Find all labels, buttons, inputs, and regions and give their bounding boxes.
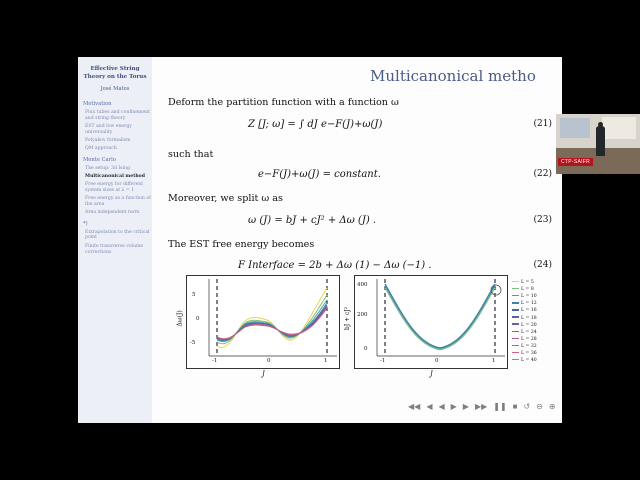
sidebar-item-area-independent[interactable]: Area independent term xyxy=(85,210,140,216)
legend-item xyxy=(512,300,537,307)
legend-label: L = 28 xyxy=(521,336,537,342)
equation-21-number: (21) xyxy=(533,119,552,129)
chart-bj-cj2-svg xyxy=(355,276,507,368)
legend-label: L = 18 xyxy=(521,315,537,321)
legend-swatch-icon xyxy=(512,281,519,283)
zoom-out-icon[interactable]: ⊖ xyxy=(536,401,543,411)
legend-swatch-icon xyxy=(512,309,519,311)
legend-label: L = 24 xyxy=(521,329,537,335)
webcam-projection-screen xyxy=(560,118,590,138)
slide-line-3: Moreover, we split ω as xyxy=(168,193,283,204)
chart-delta-omega-svg xyxy=(187,276,339,368)
slide-sidebar xyxy=(78,57,152,423)
chart-bj-cj2-ytick-200: 200 xyxy=(357,312,368,318)
sidebar-item-free-energy-sizes[interactable]: Free energy for different system sizes at λ = 1 xyxy=(85,182,144,193)
legend-item xyxy=(512,286,537,293)
next-page-icon[interactable]: ▶ xyxy=(462,401,469,411)
sidebar-item-extrapolation[interactable]: Extrapolation to the critical point xyxy=(85,229,150,241)
legend-label: L = 20 xyxy=(521,322,537,328)
equation-21: Z [J; ω] = ∫ dJ e−F(J)+ω(J) xyxy=(248,119,383,130)
previous-page-icon[interactable]: ◀ xyxy=(426,401,433,411)
legend-swatch-icon xyxy=(512,352,519,354)
sidebar-item-qm-approach[interactable]: QM approach xyxy=(85,146,117,152)
legend-label: L = 5 xyxy=(521,280,534,285)
legend-swatch-icon xyxy=(512,295,519,297)
webcam-speaker-body xyxy=(596,126,605,156)
slide-line-1: Deform the partition function with a function ω xyxy=(168,97,399,108)
sidebar-section-star[interactable]: *) xyxy=(83,221,88,228)
sidebar-item-finite-transverse[interactable]: Finite transverse volume corrections xyxy=(85,243,144,255)
chart-bj-cj2-ytick-0: 0 xyxy=(364,346,368,352)
chart-delta-omega-ytick-neg5: -5 xyxy=(190,340,196,346)
sidebar-item-setup-3d-ising[interactable]: The setup: 3d Ising xyxy=(85,165,130,171)
webcam-speaker-head xyxy=(598,122,603,127)
slide-title: Multicanonical metho xyxy=(370,67,536,85)
chart-bj-cj2-ytick-400: 400 xyxy=(357,282,368,288)
broadcaster-badge: CTP-SAIFR xyxy=(558,158,593,166)
legend-swatch-icon xyxy=(512,288,519,290)
forward-icon[interactable]: ▶ xyxy=(450,401,457,411)
legend-swatch-icon xyxy=(512,316,519,318)
equation-24-number: (24) xyxy=(533,260,552,270)
legend-item xyxy=(512,329,537,336)
equation-23: ω (J) = bJ + cJ² + Δω (J) . xyxy=(248,215,377,226)
webcam-whiteboard xyxy=(602,117,636,139)
figure-group xyxy=(176,275,546,385)
legend-item xyxy=(512,315,537,322)
legend-swatch-icon xyxy=(512,323,519,325)
last-page-icon[interactable]: ▶▶ xyxy=(474,401,488,411)
chart-bj-cj2 xyxy=(354,275,508,369)
presentation-slide xyxy=(78,57,562,423)
slide-line-4: The EST free energy becomes xyxy=(168,239,315,250)
stop-icon[interactable]: ■ xyxy=(512,401,518,411)
sidebar-item-multicanonical-method[interactable]: Multicanonical method xyxy=(85,173,145,179)
legend-swatch-icon xyxy=(512,302,519,304)
legend-label: L = 8 xyxy=(521,287,534,293)
sidebar-item-free-energy-area[interactable]: Free energy as a function of the area xyxy=(85,196,151,208)
slide-line-2: such that xyxy=(168,149,214,160)
chart-delta-omega-xtick-neg1: -1 xyxy=(212,358,218,364)
sidebar-item-polyakov[interactable]: Polyakov formalism xyxy=(85,137,131,143)
sidebar-item-est-low-energy[interactable]: EST and low energy universality xyxy=(85,123,132,135)
chart-delta-omega-xtick-0: 0 xyxy=(267,358,271,364)
sidebar-section-motivation[interactable]: Motivation xyxy=(83,101,112,108)
first-page-icon[interactable]: ◀◀ xyxy=(408,401,421,411)
sidebar-title: Effective String Theory on the Torus xyxy=(83,66,147,81)
loop-icon[interactable]: ↺ xyxy=(523,401,531,411)
chart-bj-cj2-xlabel: J xyxy=(430,370,433,378)
chart-bj-cj2-xtick-0: 0 xyxy=(435,358,439,364)
legend-swatch-icon xyxy=(512,345,519,347)
equation-23-number: (23) xyxy=(533,215,552,225)
chart-bj-cj2-xtick-1: 1 xyxy=(492,358,496,364)
legend-label: L = 16 xyxy=(521,308,537,314)
legend-item xyxy=(512,293,537,300)
back-icon[interactable]: ◀ xyxy=(438,401,445,411)
chart-bj-cj2-ylabel: bJ + cJ² xyxy=(344,306,352,331)
webcam-inset[interactable] xyxy=(556,114,640,174)
equation-22: e−F(J)+ω(J) = constant. xyxy=(258,169,381,180)
chart-delta-omega xyxy=(186,275,340,369)
sidebar-item-flux-tubes[interactable]: Flux tubes and confinement and string theory xyxy=(85,109,150,121)
legend-item xyxy=(512,307,537,314)
legend-item xyxy=(512,343,537,350)
pause-icon[interactable]: ❚❚ xyxy=(493,401,507,411)
legend-item xyxy=(512,322,537,329)
pdf-navigation-toolbar[interactable] xyxy=(408,399,638,413)
chart-delta-omega-ytick-0: 0 xyxy=(196,316,200,322)
chart-delta-omega-ylabel: Δω(J) xyxy=(176,310,184,327)
video-frame xyxy=(0,57,640,423)
legend-swatch-icon xyxy=(512,359,519,361)
legend-swatch-icon xyxy=(512,331,519,333)
zoom-in-icon[interactable]: ⊕ xyxy=(548,401,556,411)
equation-24: F Interface = 2b + Δω (1) − Δω (−1) . xyxy=(238,260,432,271)
legend-item xyxy=(512,336,537,343)
sidebar-author: José Matos xyxy=(100,86,130,93)
legend-item xyxy=(512,357,537,364)
legend-label: L = 12 xyxy=(521,301,537,307)
equation-22-number: (22) xyxy=(533,169,552,179)
chart-delta-omega-ytick-5: 5 xyxy=(192,292,196,298)
legend-item xyxy=(512,350,537,357)
chart-legend xyxy=(512,279,537,364)
chart-delta-omega-xtick-1: 1 xyxy=(324,358,328,364)
sidebar-section-monte-carlo[interactable]: Monte Carlo xyxy=(83,157,116,163)
legend-label: L = 10 xyxy=(521,294,537,300)
chart-bj-cj2-xtick-neg1: -1 xyxy=(380,358,386,364)
legend-label: L = 32 xyxy=(521,343,537,349)
legend-label: L = 40 xyxy=(521,358,537,364)
legend-swatch-icon xyxy=(512,338,519,340)
legend-label: L = 36 xyxy=(521,351,537,357)
sidebar-nav xyxy=(78,101,152,255)
chart-delta-omega-xlabel: J xyxy=(262,370,265,378)
legend-item xyxy=(512,279,537,286)
